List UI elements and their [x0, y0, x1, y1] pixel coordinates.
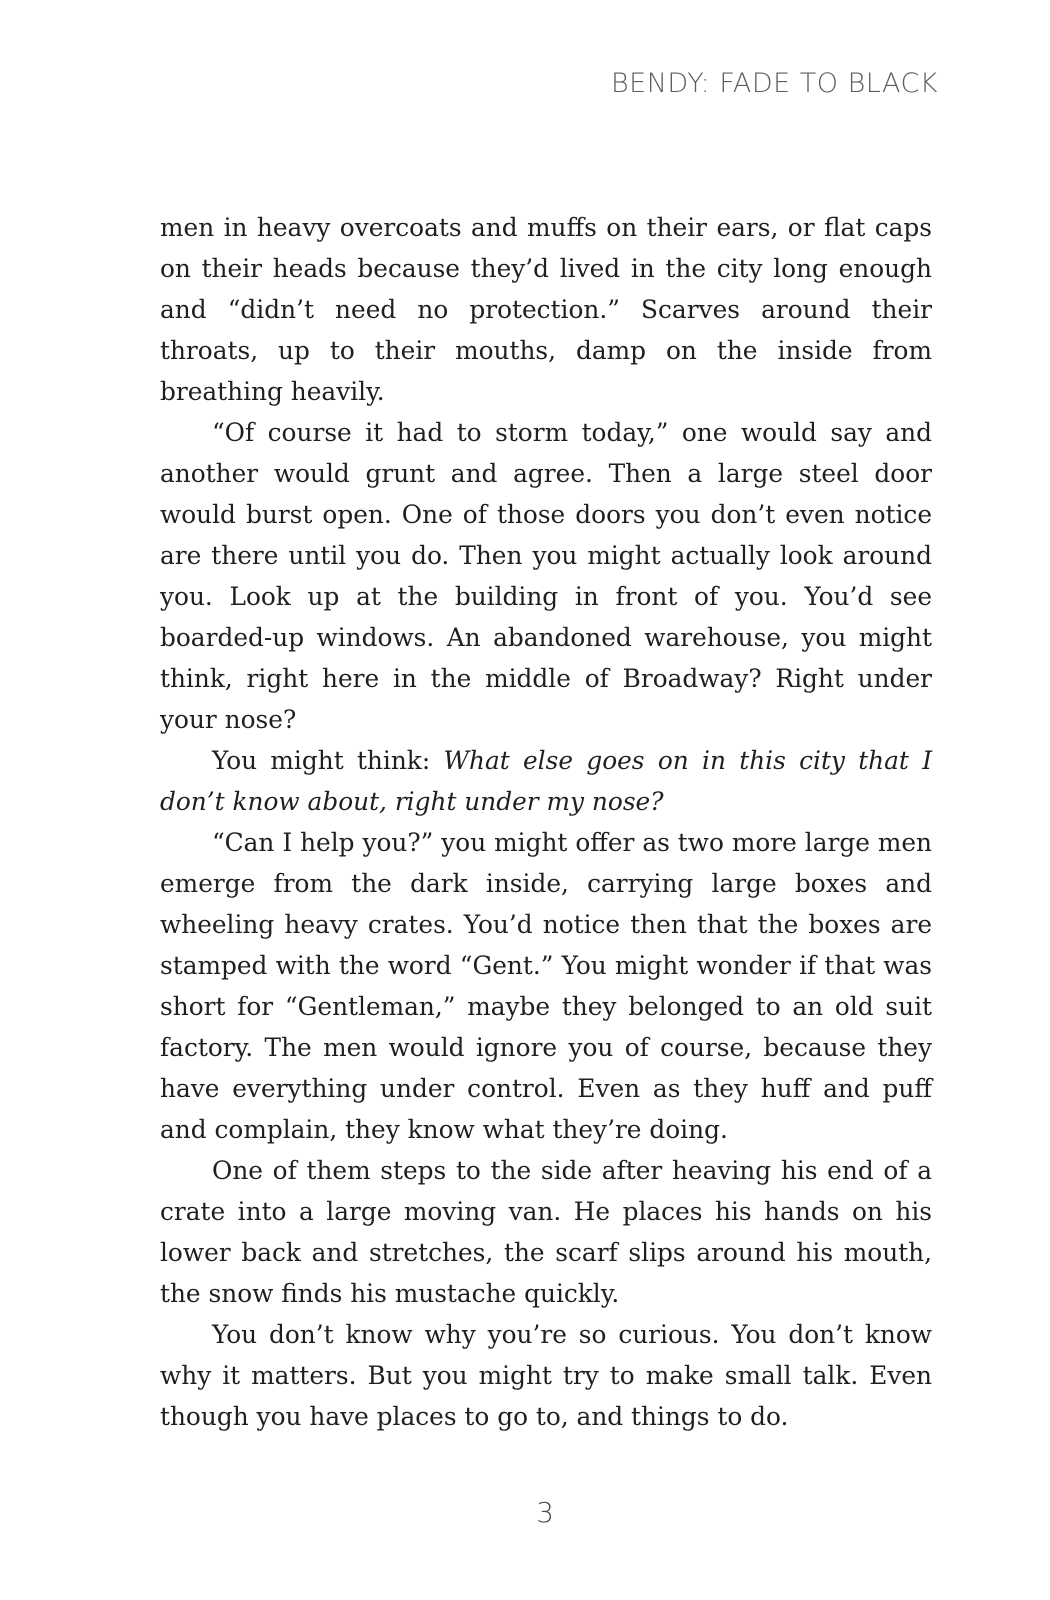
paragraph: One of them steps to the side after heaving his end of a crate into a large moving van. He places his hands on his lower back and stretches, the scarf slips around his mouth, the snow finds his mustache quickly. [160, 1156, 932, 1308]
body-text [160, 207, 932, 1437]
paragraph: You don’t know why you’re so curious. You don’t know why it matters. But you might try to make small talk. Even though you have places to go to, and things to do. [160, 1320, 932, 1431]
paragraph: men in heavy overcoats and muffs on their ears, or flat caps on their heads because they’d lived in the city long enough and “didn’t need no protection.” Scarves around their throats, up to their mouths, damp on the inside from breathing heavily. [160, 213, 932, 406]
running-head: BENDY: FADE TO BLACK [610, 68, 938, 99]
italic-thought: What else goes on in this city that I don’t know about, right under my nose? [160, 746, 932, 816]
paragraph-lead-text: You might think: [212, 746, 444, 775]
page-number: 3 [536, 1496, 554, 1529]
paragraph: “Can I help you?” you might offer as two more large men emerge from the dark inside, carrying large boxes and wheeling heavy crates. You’d notice then that the boxes are stamped with the word “Gent.” You might wonder if that was short for “Gentleman,” maybe they belonged to an old suit factory. The men would ignore you of course, because they have everything under control. Even as they huff and puff and complain, they know what they’re doing. [160, 828, 932, 1144]
paragraph: “Of course it had to storm today,” one would say and another would grunt and agree. Then a large steel door would burst open. One of those doors you don’t even notice are there until you do. Then you might actually look around you. Look up at the building in front of you. You’d see boarded-up windows. An abandoned warehouse, you might think, right here in the middle of Broadway? Right under your nose? [160, 418, 932, 734]
paragraph [160, 740, 932, 822]
